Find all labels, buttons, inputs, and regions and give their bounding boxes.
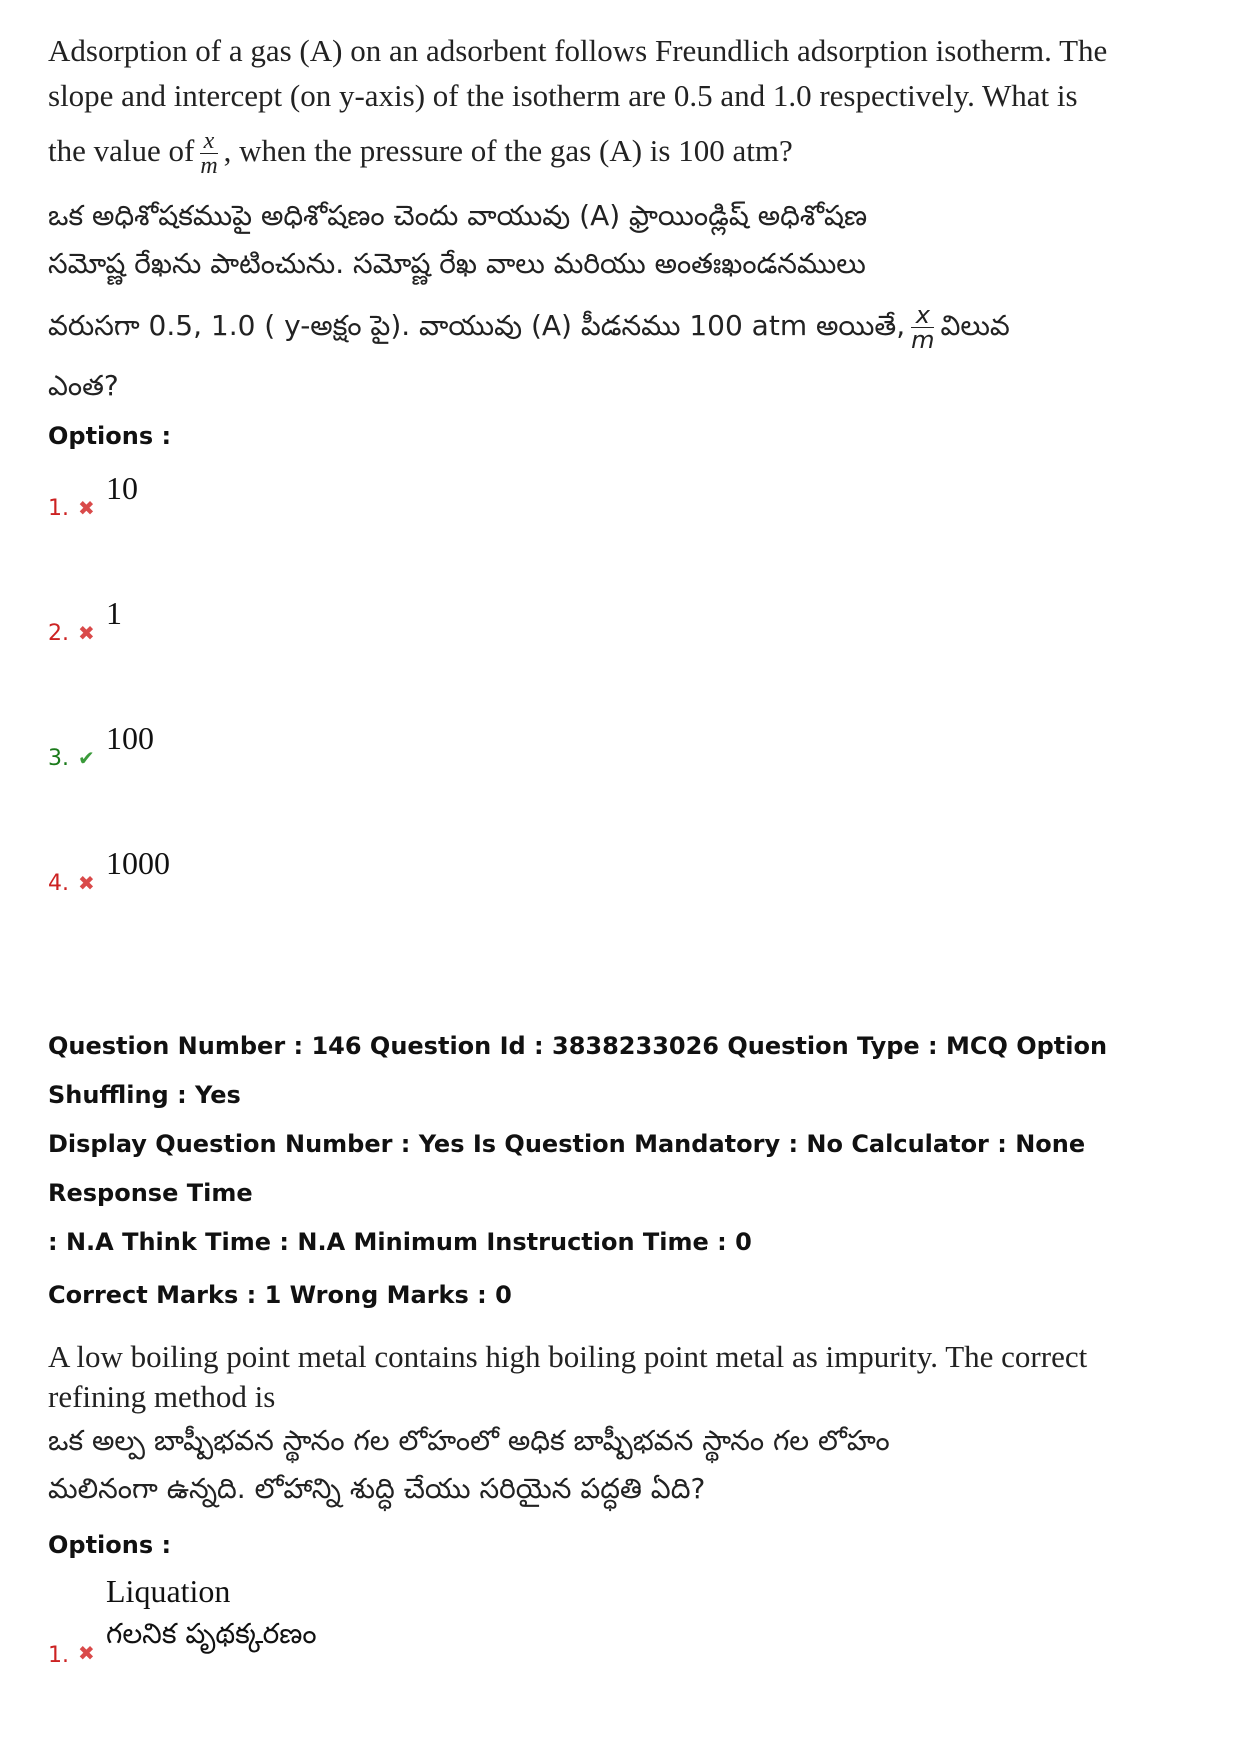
question-146-text — [48, 1337, 1198, 1513]
option-number: 1. — [48, 1642, 69, 1668]
meta-line-1: Question Number : 146 Question Id : 3838233026 Question Type : MCQ Option Shuffling : Yes — [48, 1031, 1108, 1109]
option-text: 1 — [106, 594, 122, 631]
checkmark-icon: ✔ — [78, 745, 95, 770]
option-text-english: Liquation — [106, 1572, 231, 1609]
option-number: 3. — [48, 745, 69, 771]
marks-line: Correct Marks : 1 Wrong Marks : 0 — [48, 1280, 512, 1309]
options-label: Options : — [48, 421, 172, 450]
option-text: 10 — [106, 469, 138, 506]
option-number: 1. — [48, 495, 69, 521]
q2-telugu-line-1: ఒక అల్ప బాష్పీభవన స్థానం గల లోహంలో అధిక బాష్పీభవన స్థానం గల లోహం — [48, 1423, 890, 1457]
q1-telugu-line-3: వరుసగా 0.5, 1.0 ( y-అక్షం పై). వాయువు (A) పీడనము 100 atm అయితే, $\frac{x}{m}$ విలువ — [48, 300, 1010, 354]
meta-line-2: Display Question Number : Yes Is Question Mandatory : No Calculator : None Response Time — [48, 1129, 1086, 1207]
option-3[interactable] — [48, 720, 1198, 845]
q1-english-line-3-pre: the value of — [48, 133, 195, 168]
q1-options-list — [48, 470, 1198, 970]
fraction-x-over-m: $\frac{x}{m}$ — [200, 128, 218, 180]
q1-telugu-line-2: సమోష్ణ రేఖను పాటించును. సమోష్ణ రేఖ వాలు మరియు అంతఃఖండనములు — [48, 247, 866, 281]
question-145-text — [48, 28, 1198, 410]
cross-icon: ✖ — [78, 495, 95, 520]
q2-english-line-2: refining method is — [48, 1378, 276, 1414]
option-text: 1000 — [106, 844, 170, 881]
q1-english-line-3 — [48, 128, 1198, 178]
q1-english-line-1: Adsorption of a gas (A) on an adsorbent follows Freundlich adsorption isotherm. The — [48, 33, 1108, 68]
cross-icon: ✖ — [78, 620, 95, 645]
q2-option-1[interactable] — [48, 1573, 1198, 1683]
option-text: 100 — [106, 719, 154, 756]
option-text-telugu: గలనిక పృథక్కరణం — [106, 1616, 317, 1650]
question-page — [48, 28, 1198, 1683]
meta-line-3: : N.A Think Time : N.A Minimum Instruction Time : 0 — [48, 1227, 752, 1256]
option-number: 4. — [48, 870, 69, 896]
options-label: Options : — [48, 1530, 172, 1559]
cross-icon: ✖ — [78, 870, 95, 895]
q1-english-line-3-post: , when the pressure of the gas (A) is 100 atm? — [223, 133, 793, 168]
q1-telugu-line-1: ఒక అధిశోషకముపై అధిశోషణం చెందు వాయువు (A) ఫ్రాయిండ్లిష్ అధిశోషణ — [48, 199, 868, 233]
option-4[interactable] — [48, 845, 1198, 970]
q1-english-line-2: slope and intercept (on y-axis) of the isotherm are 0.5 and 1.0 respectively. What is — [48, 78, 1078, 113]
cross-icon: ✖ — [78, 1640, 95, 1665]
q2-telugu-line-2: మలినంగా ఉన్నది. లోహాన్ని శుద్ధి చేయు సరియైన పద్ధతి ఏది? — [48, 1471, 706, 1505]
question-146-meta — [48, 1022, 1198, 1313]
option-1[interactable] — [48, 470, 1198, 595]
option-2[interactable] — [48, 595, 1198, 720]
option-number: 2. — [48, 620, 69, 646]
fraction-x-over-m-telugu: $\frac{x}{m}$ — [911, 300, 935, 354]
q2-english-line-1: A low boiling point metal contains high boiling point metal as impurity. The correct — [48, 1338, 1088, 1374]
q1-telugu-line-4: ఎంత? — [48, 368, 119, 402]
